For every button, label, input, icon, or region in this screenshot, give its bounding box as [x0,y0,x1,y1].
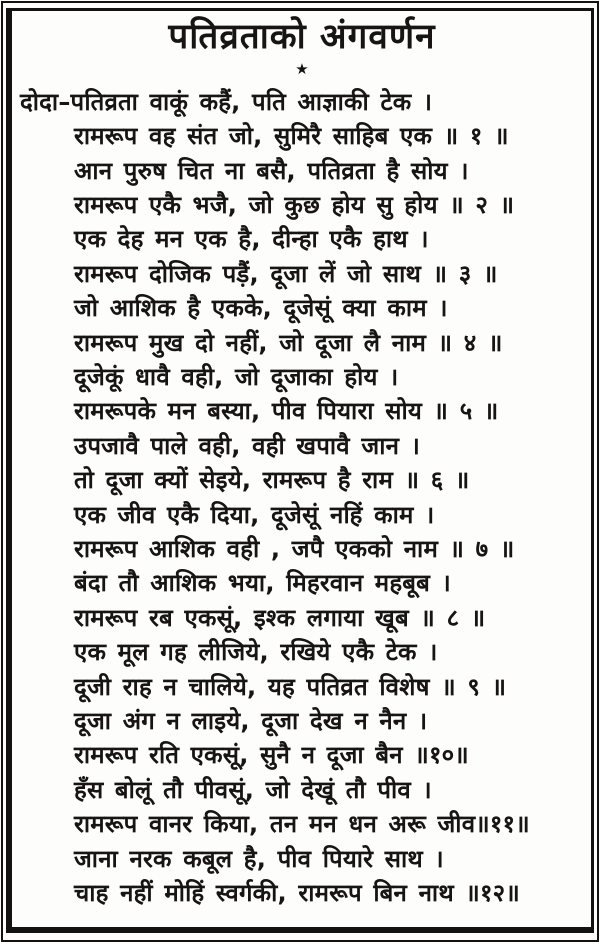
verse-line: चाह नहीं मोहिं स्वर्गकी, रामरूप बिन नाथ ॥१२॥ [74,879,520,908]
verse-line: रामरूप एकै भजै, जो कुछ होय सु होय ॥ २ ॥ [74,190,515,219]
verse-line: जाना नरक कबूल है, पीव पियारे साथ । [74,844,444,873]
verse-line: रामरूप दोजिक पड़ैं, दूजा लें जो साथ ॥ ३ ॥ [74,259,498,288]
verse-line: रामरूप आशिक वही , जपै एकको नाम ॥ ७ ॥ [74,535,515,564]
verse-line: रामरूप रब एकसूं, इश्क लगाया खूब ॥ ८ ॥ [74,603,486,632]
verse-line: रामरूप वह संत जो, सुमिरै साहिब एक ॥ १ ॥ [74,122,509,151]
verse-line: बंदा तौ आशिक भया, मिहरवान महबूब । [74,569,451,598]
verse-line: एक देह मन एक है, दीन्हा एकै हाथ । [74,225,429,254]
verse-line: एक जीव एकै दिया, दूजेसूं नहिं काम । [74,500,435,529]
page-title: पतिव्रताको अंगवर्णन [168,17,436,57]
verse-line: दोदा–पतिव्रता वाकूं कहैं, पति आज्ञाकी टेक । [20,87,433,116]
verse-line: रामरूप मुख दो नहीं, जो दूजा लै नाम ॥ ४ ॥ [74,328,503,357]
verse-line: दूजेकूं धावै वही, जो दूजाका होय । [74,363,399,391]
verse-line: एक मूल गह लीजिये, रखिये एकै टेक । [74,638,438,667]
verse-line: आन पुरुष चित ना बसै, पतिव्रता है सोय । [74,156,469,185]
page-content [20,14,584,926]
verse-line: हँस बोलूं तौ पीवसूं, जो देखूं तौ पीव । [74,775,432,804]
verse-line: उपजावै पाले वही, वही खपावै जान । [74,431,420,460]
star-icon: ★ [295,59,309,78]
verse-line: जो आशिक है एकके, दूजेसूं क्या काम । [74,294,448,323]
verse-line: रामरूपके मन बस्या, पीव पियारा सोय ॥ ५ ॥ [74,397,499,426]
verse-line: रामरूप रति एकसूं, सुनै न दूजा बैन ॥१०॥ [74,741,469,770]
verse-block [20,85,584,911]
verse-line: रामरूप वानर किया, तन मन धन अरू जीव॥११॥ [74,810,530,839]
verse-line: दूजी राह न चालिये, यह पतिव्रत विशेष ॥ ९ ॥ [74,672,507,701]
verse-line: तो दूजा क्यों सेइये, रामरूप है राम ॥ ६ ॥ [74,466,470,495]
verse-line: दूजा अंग न लाइये, दूजा देख न नैन । [74,707,428,736]
